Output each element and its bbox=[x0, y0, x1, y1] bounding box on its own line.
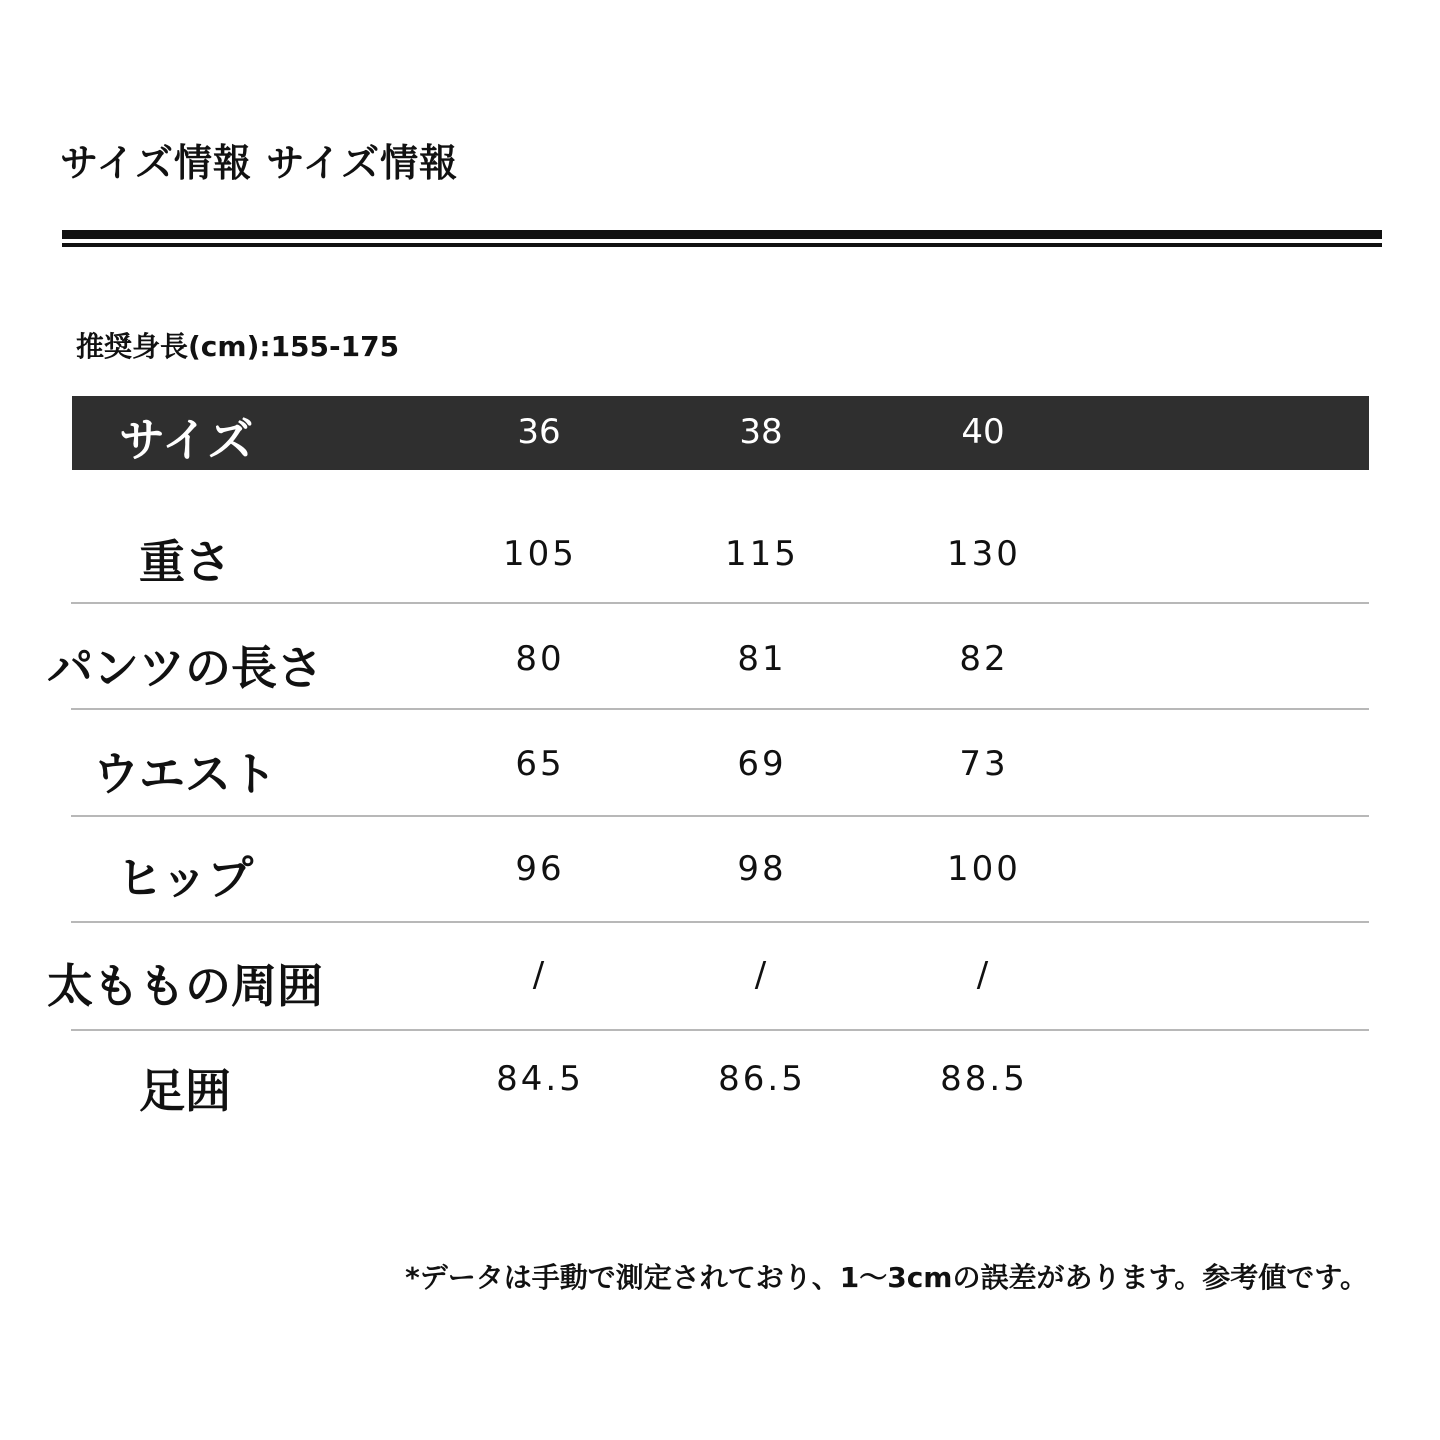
table-cell: 73 bbox=[959, 744, 1009, 784]
size-header-38: 38 bbox=[739, 412, 783, 452]
size-table-header bbox=[72, 396, 1369, 470]
row-label-weight: 重さ bbox=[139, 535, 231, 589]
recommended-height: 推奨身長(cm):155-175 bbox=[76, 330, 400, 363]
title-divider-thin bbox=[62, 243, 1382, 247]
row-label-pants-length: パンツの長さ bbox=[47, 641, 323, 695]
row-label-waist: ウエスト bbox=[93, 747, 277, 801]
size-header-40: 40 bbox=[961, 412, 1005, 452]
table-cell: 105 bbox=[503, 534, 577, 574]
row-label-thigh: 太ももの周囲 bbox=[47, 959, 323, 1013]
table-cell: 98 bbox=[737, 849, 787, 889]
title-divider-thick bbox=[62, 230, 1382, 239]
table-cell: 81 bbox=[737, 639, 787, 679]
table-cell: 69 bbox=[737, 744, 787, 784]
table-cell: 80 bbox=[515, 639, 565, 679]
table-cell: 86.5 bbox=[718, 1059, 806, 1099]
table-cell: 65 bbox=[515, 744, 565, 784]
table-cell: / bbox=[754, 955, 770, 995]
table-cell: 88.5 bbox=[940, 1059, 1028, 1099]
table-cell: 130 bbox=[947, 534, 1021, 574]
row-divider bbox=[71, 921, 1369, 923]
table-cell: 115 bbox=[725, 534, 799, 574]
row-divider bbox=[71, 815, 1369, 817]
size-header-label: サイズ bbox=[119, 413, 254, 467]
row-label-leg-opening: 足囲 bbox=[139, 1064, 231, 1118]
table-cell: / bbox=[976, 955, 992, 995]
row-label-hip: ヒップ bbox=[116, 851, 254, 905]
page-title: サイズ情報 サイズ情報 bbox=[60, 141, 459, 185]
row-divider bbox=[71, 708, 1369, 710]
table-cell: 100 bbox=[947, 849, 1021, 889]
row-divider bbox=[71, 1029, 1369, 1031]
size-header-36: 36 bbox=[517, 412, 561, 452]
table-cell: 96 bbox=[515, 849, 565, 889]
table-cell: 82 bbox=[959, 639, 1009, 679]
row-divider bbox=[71, 602, 1369, 604]
table-cell: 84.5 bbox=[496, 1059, 584, 1099]
measurement-footnote: *データは手動で測定されており、1～3cmの誤差があります。参考値です。 bbox=[405, 1261, 1368, 1294]
table-cell: / bbox=[532, 955, 548, 995]
